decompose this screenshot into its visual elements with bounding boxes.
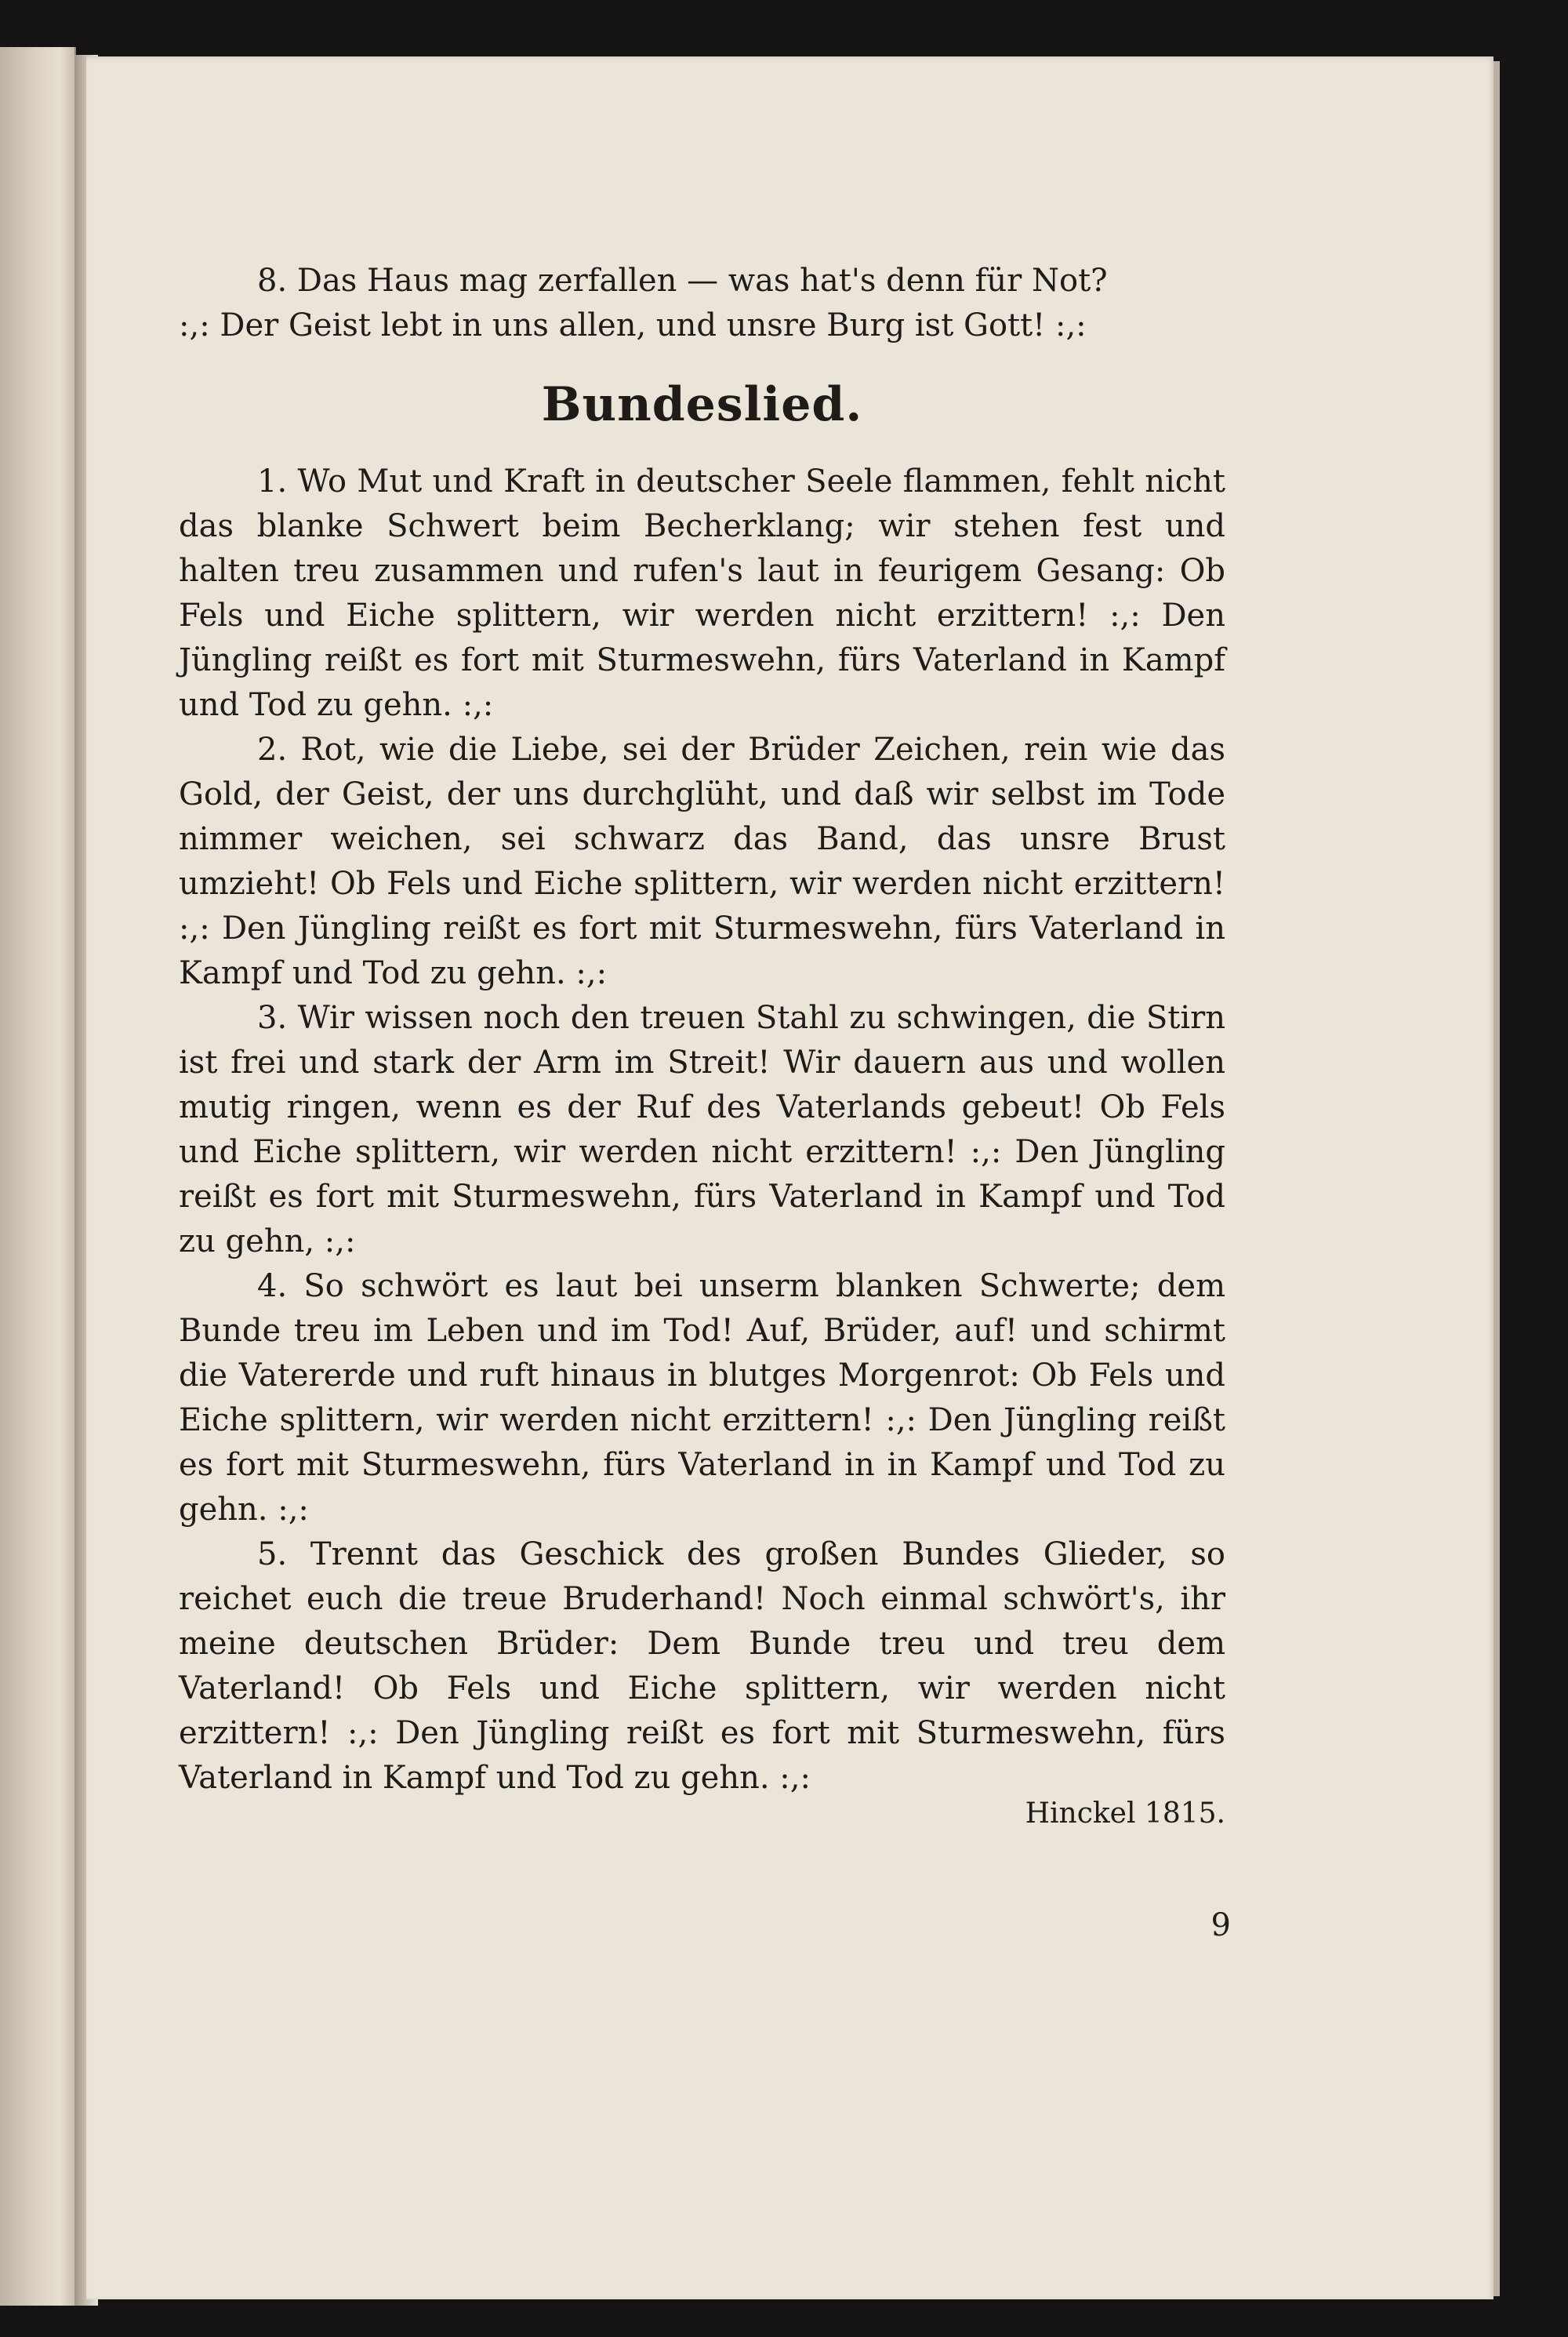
stanza-4: 4. So schwört es laut bei unserm blanken Schwerte; dem Bunde treu im Leben und im Tod! Auf, Brüder, auf! und schirmt die Vatererde und ruft hinaus in blutges Morgenrot: Ob Fels und Eiche splittern, wir werden nicht erzittern! :,: Den Jüngling reißt es fort mit Sturmeswehn, fürs Vaterland in in Kampf und Tod zu gehn. :,: [179,1268,1225,1528]
stanza-2: 2. Rot, wie die Liebe, sei der Brüder Zeichen, rein wie das Gold, der Geist, der uns durchglüht, und daß wir selbst im Tode nimmer weichen, sei schwarz das Band, das unsre Brust umzieht! Ob Fels und Eiche splittern, wir werden nicht erzittern! :,: Den Jüngling reißt es fort mit Sturmeswehn, fürs Vaterland in Kampf und Tod zu gehn. :,: [179,732,1225,991]
page-right-edge [1494,61,1500,2296]
page-number: 9 [1210,1907,1231,1943]
verse-8-line-1: 8. Das Haus mag zerfallen — was hat's denn für Not? [257,263,1108,299]
stanza-1: 1. Wo Mut und Kraft in deutscher Seele flammen, fehlt nicht das blanke Schwert beim Becherklang; wir stehen fest und halten treu zusammen und rufen's laut in feurigem Gesang: Ob Fels und Eiche splittern, wir werden nicht erzittern! :,: Den Jüngling reißt es fort mit Sturmeswehn, fürs Vaterland in Kampf und Tod zu gehn. :,: [179,463,1225,723]
verse-8-line-2: :,: Der Geist lebt in uns allen, und unsre Burg ist Gott! :,: [179,307,1087,343]
stanza-3: 3. Wir wissen noch den treuen Stahl zu schwingen, die Stirn ist frei und stark der Arm im Streit! Wir dauern aus und wollen mutig ringen, wenn es der Ruf des Vaterlands gebeut! Ob Fels und Eiche splittern, wir werden nicht erzittern! :,: Den Jüngling reißt es fort mit Sturmeswehn, fürs Vaterland in Kampf und Tod zu gehn, :,: [179,1000,1225,1259]
author-attribution: Hinckel 1815. [1025,1797,1225,1830]
song-title: Bundeslied. [541,377,863,432]
stanza-5: 5. Trennt das Geschick des großen Bundes Glieder, so reichet euch die treue Bruderhand! Noch einmal schwört's, ihr meine deutschen Brüder: Dem Bunde treu und treu dem Vaterland! Ob Fels und Eiche splittern, wir werden nicht erzittern! :,: Den Jüngling reißt es fort mit Sturmeswehn, fürs Vaterland in Kampf und Tod zu gehn. :,: [179,1536,1225,1796]
page-text [179,259,1225,1834]
left-page-edge [0,47,76,2306]
